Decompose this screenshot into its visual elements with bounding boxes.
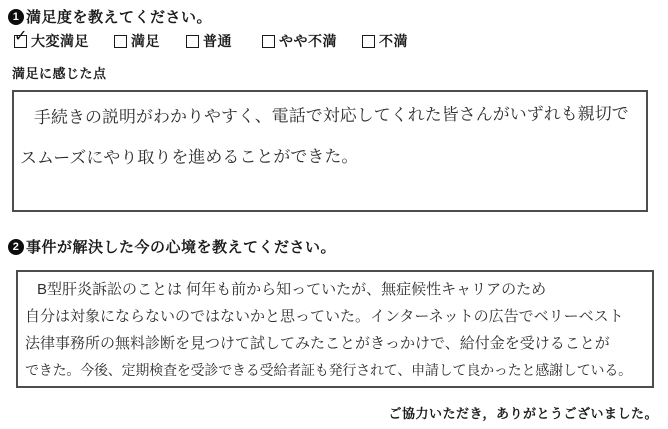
option-satisfied[interactable] [114,31,160,51]
option-somewhat-dissatisfied[interactable] [262,31,337,51]
option-somewhat-dissatisfied-label: やや不満 [279,35,337,50]
handwritten-line: スムーズにやり取りを進めることができた。 [19,146,359,168]
question1-title: 満足度を教えてください。 [26,10,213,26]
check-mark: ✓ [14,25,28,45]
question2-number-badge: 2 [8,239,24,255]
question1-answer-box[interactable] [12,90,648,212]
handwritten-line: B型肝炎訴訟のことは 何年も前から知っていたが、無症候性キャリアのため [37,281,547,298]
option-neutral[interactable] [186,31,232,51]
option-very-satisfied[interactable] [14,25,89,51]
question2-header [8,236,336,257]
question2-answer-box[interactable] [16,270,654,388]
checkbox-empty-icon[interactable] [186,35,199,48]
question2-title: 事件が解決した今の心境を教えてください。 [26,240,337,256]
option-satisfied-label: 満足 [131,35,160,50]
option-dissatisfied[interactable] [362,31,408,51]
option-dissatisfied-label: 不満 [379,35,408,50]
checkbox-checked-icon[interactable] [14,25,28,48]
option-very-satisfied-label: 大変満足 [31,35,89,50]
thank-you-footer: ご協力いただき，ありがとうございました。 [388,406,658,421]
checkbox-empty-icon[interactable] [262,35,275,48]
handwritten-line: できた。今後、定期検査を受診できる受給者証も発行されて、申請して良かったと感謝している。 [25,362,632,378]
question1-answer-label: 満足に感じた点 [12,66,107,81]
handwritten-line: 手続きの説明がわかりやすく、電話で対応してくれた皆さんがいずれも親切で [33,103,629,128]
question1-header [8,6,212,27]
checkbox-empty-icon[interactable] [362,35,375,48]
handwritten-line: 自分は対象にならないのではないかと思っていた。インターネットの広告でベリーベスト [25,308,624,325]
question1-number-badge: 1 [8,9,24,25]
handwritten-text-block [18,272,652,384]
checkbox-empty-icon[interactable] [114,35,127,48]
handwritten-line: 法律事務所の無料診断を見つけて試してみたことがきっかけで、給付金を受けることが [25,335,610,352]
option-neutral-label: 普通 [203,35,232,50]
